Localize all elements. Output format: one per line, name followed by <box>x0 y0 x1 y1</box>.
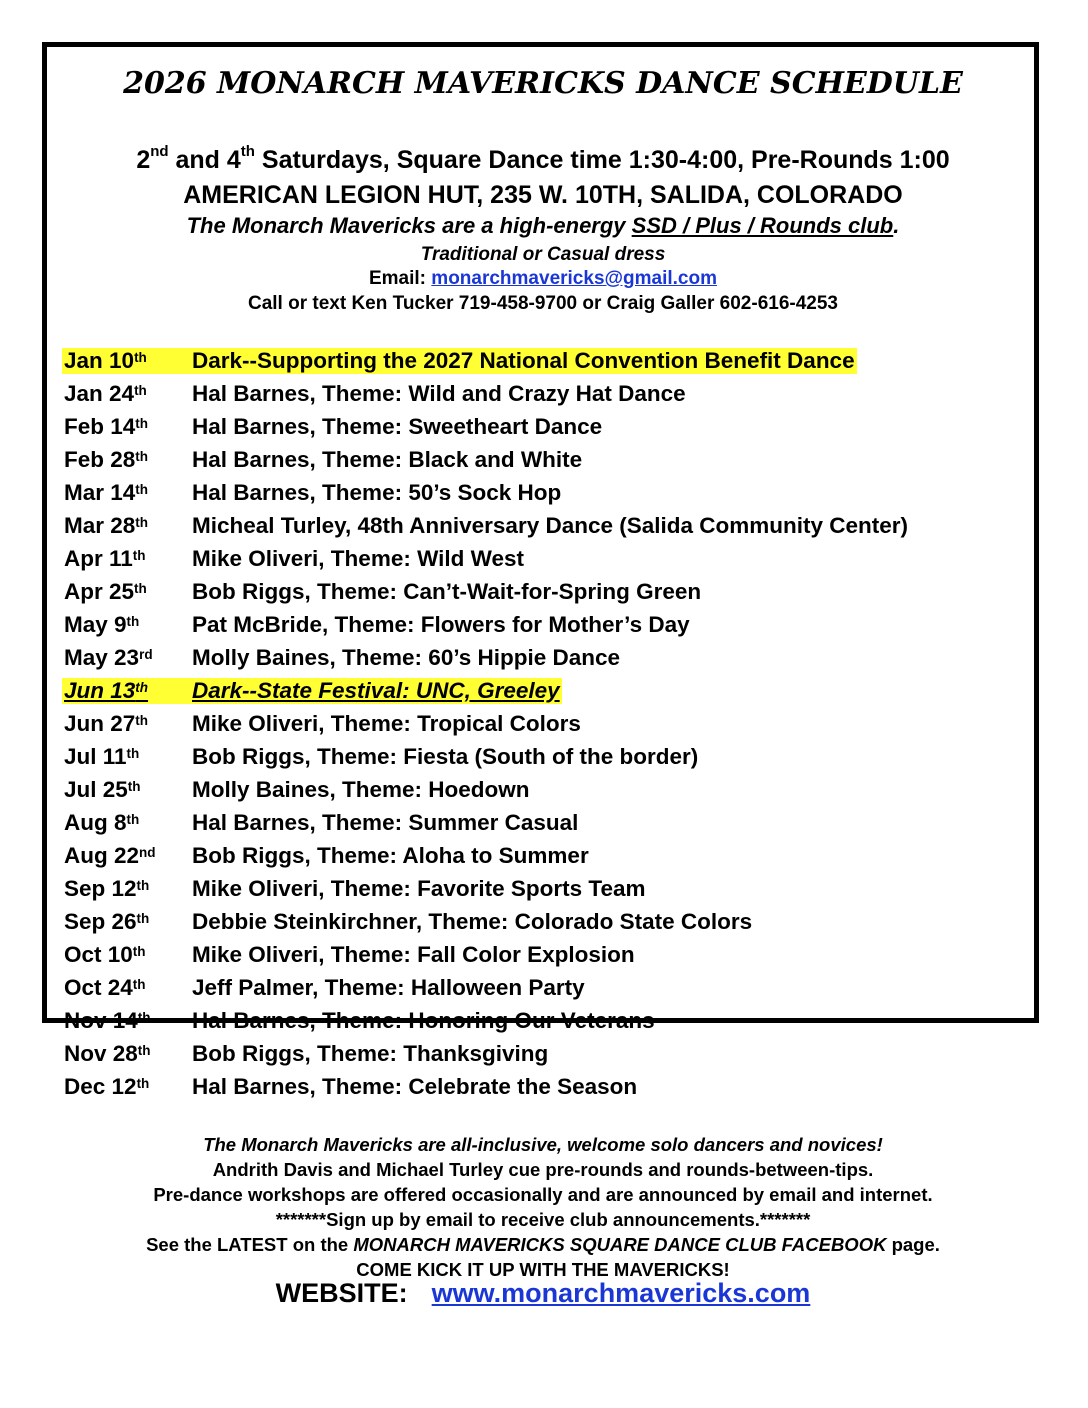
facebook-page-name: MONARCH MAVERICKS SQUARE DANCE CLUB FACEBOOK <box>353 1234 887 1255</box>
date-suffix: th <box>136 1076 150 1091</box>
date-text: Sep 26 <box>64 909 137 934</box>
footer-signup: *******Sign up by email to receive club announcements.******* <box>275 1209 811 1230</box>
date-suffix: th <box>137 1043 151 1058</box>
date-text: Feb 14 <box>64 414 136 439</box>
footer-facebook <box>42 1234 1044 1256</box>
schedule-event: Molly Baines, Theme: 60’s Hippie Dance <box>192 645 621 670</box>
schedule-event: Hal Barnes, Theme: Honoring Our Veterans <box>192 1008 655 1033</box>
schedule-date <box>64 379 192 409</box>
schedule-event: Micheal Turley, 48th Anniversary Dance (Salida Community Center) <box>192 513 909 538</box>
date-suffix: th <box>127 779 141 794</box>
schedule-date <box>64 610 192 640</box>
date-suffix: th <box>135 416 149 431</box>
footer-cuers: Andrith Davis and Michael Turley cue pre-rounds and rounds-between-tips. <box>212 1159 874 1180</box>
date-text: Aug 8 <box>64 810 127 835</box>
schedule-date <box>64 577 192 607</box>
date-text: Jan 24 <box>64 381 135 406</box>
schedule-date <box>64 1006 192 1036</box>
date-text: Mar 28 <box>64 513 136 538</box>
date-suffix: th <box>134 350 147 365</box>
date-suffix: th <box>136 911 150 926</box>
footer-workshops: Pre-dance workshops are offered occasionally and are announced by email and internet. <box>153 1184 933 1205</box>
schedule-date <box>64 445 192 475</box>
date-suffix: th <box>136 878 150 893</box>
dress-code: Traditional or Casual dress <box>420 244 666 265</box>
schedule-date <box>64 709 192 739</box>
schedule-date <box>64 1039 192 1069</box>
times-ordinal-1-suffix: nd <box>150 143 169 160</box>
times-ordinal-2-suffix: th <box>240 143 255 160</box>
schedule-date <box>64 742 192 772</box>
date-text: Jan 10 <box>64 348 135 373</box>
club-type: SSD / Plus / Rounds club <box>631 213 894 238</box>
schedule-event: Jeff Palmer, Theme: Halloween Party <box>192 975 585 1000</box>
email-label: Email: <box>368 268 432 289</box>
schedule-date <box>64 841 192 871</box>
date-suffix: rd <box>139 647 153 662</box>
date-text: Dec 12 <box>64 1074 137 1099</box>
date-suffix: th <box>132 548 146 563</box>
schedule-date <box>64 643 192 673</box>
schedule-date <box>64 775 192 805</box>
schedule-event: Hal Barnes, Theme: Summer Casual <box>192 810 579 835</box>
schedule-date <box>64 973 192 1003</box>
date-suffix: th <box>134 581 147 596</box>
date-text: Nov 28 <box>64 1041 138 1066</box>
date-suffix: th <box>132 977 146 992</box>
schedule-event: Bob Riggs, Theme: Fiesta (South of the border) <box>192 744 699 769</box>
date-text: Jun 13 <box>64 678 136 703</box>
schedule-event: Hal Barnes, Theme: Black and White <box>192 447 583 472</box>
schedule-date <box>64 907 192 937</box>
schedule-event: Dark--State Festival: UNC, Greeley <box>192 678 560 703</box>
times-ordinal-2: 4 <box>226 146 241 174</box>
times-ordinal-1: 2 <box>136 146 151 174</box>
date-text: Mar 14 <box>64 480 136 505</box>
date-suffix: th <box>135 515 149 530</box>
date-suffix: th <box>132 944 146 959</box>
club-description <box>42 213 1044 239</box>
schedule-event: Bob Riggs, Theme: Thanksgiving <box>192 1041 549 1066</box>
schedule-event: Mike Oliveri, Theme: Tropical Colors <box>192 711 581 736</box>
contact-line: Call or text Ken Tucker 719-458-9700 or Craig Galler 602-616-4253 <box>247 293 838 314</box>
schedule-date <box>64 544 192 574</box>
date-text: May 9 <box>64 612 127 637</box>
date-text: Oct 24 <box>64 975 133 1000</box>
schedule-times <box>42 143 1044 175</box>
schedule-date <box>64 1072 192 1102</box>
schedule-event: Molly Baines, Theme: Hoedown <box>192 777 530 802</box>
schedule-date <box>64 412 192 442</box>
facebook-post: page. <box>886 1234 940 1255</box>
schedule-event: Mike Oliveri, Theme: Favorite Sports Team <box>192 876 646 901</box>
email-link[interactable]: monarchmavericks@gmail.com <box>431 268 718 289</box>
date-suffix: th <box>126 812 140 827</box>
date-suffix: th <box>126 746 140 761</box>
date-suffix: th <box>135 449 149 464</box>
date-text: Jun 27 <box>64 711 136 736</box>
date-suffix: th <box>126 614 140 629</box>
date-text: Aug 22 <box>64 843 140 868</box>
schedule-event: Hal Barnes, Theme: Wild and Crazy Hat Dance <box>192 381 686 406</box>
facebook-pre: See the LATEST on the <box>146 1234 354 1255</box>
schedule-event: Bob Riggs, Theme: Can’t-Wait-for-Spring Green <box>192 579 702 604</box>
website-line <box>42 1278 1044 1309</box>
schedule-date <box>64 808 192 838</box>
schedule-date <box>64 940 192 970</box>
schedule-date <box>64 346 192 376</box>
times-details: Saturdays, Square Dance time 1:30-4:00, Pre-Rounds 1:00 <box>254 146 950 174</box>
schedule-event: Pat McBride, Theme: Flowers for Mother’s Day <box>192 612 690 637</box>
date-text: Jul 25 <box>64 777 128 802</box>
date-text: Jul 11 <box>64 744 127 769</box>
schedule-event: Mike Oliveri, Theme: Fall Color Explosion <box>192 942 635 967</box>
date-suffix: th <box>135 680 149 695</box>
date-text: Sep 12 <box>64 876 137 901</box>
date-suffix: th <box>137 1010 151 1025</box>
date-text: Apr 25 <box>64 579 135 604</box>
page-title: 2026 MONARCH MAVERICKS DANCE SCHEDULE <box>123 66 963 101</box>
schedule-event: Hal Barnes, Theme: Sweetheart Dance <box>192 414 603 439</box>
schedule-event: Dark--Supporting the 2027 National Convention Benefit Dance <box>192 348 855 373</box>
schedule-event: Hal Barnes, Theme: Celebrate the Season <box>192 1074 638 1099</box>
schedule-event: Hal Barnes, Theme: 50’s Sock Hop <box>192 480 562 505</box>
date-suffix: th <box>135 482 149 497</box>
club-description-text: The Monarch Mavericks are a high-energy <box>186 213 632 238</box>
date-text: Oct 10 <box>64 942 133 967</box>
date-suffix: th <box>135 713 149 728</box>
website-label: WEBSITE: <box>275 1278 408 1308</box>
email-line <box>42 268 1044 290</box>
times-and: and <box>168 146 227 174</box>
schedule-event: Mike Oliveri, Theme: Wild West <box>192 546 524 571</box>
venue-address: AMERICAN LEGION HUT, 235 W. 10TH, SALIDA, COLORADO <box>183 181 903 209</box>
schedule-event: Debbie Steinkirchner, Theme: Colorado State Colors <box>192 909 753 934</box>
website-link[interactable]: www.monarchmavericks.com <box>431 1278 811 1308</box>
date-suffix: nd <box>139 845 156 860</box>
schedule-date <box>64 478 192 508</box>
date-text: Feb 28 <box>64 447 136 472</box>
club-description-end: . <box>893 213 900 238</box>
footer-slogan: COME KICK IT UP WITH THE MAVERICKS! <box>356 1259 730 1280</box>
schedule-date <box>64 511 192 541</box>
date-text: Nov 14 <box>64 1008 138 1033</box>
date-text: May 23 <box>64 645 140 670</box>
footer-inclusive: The Monarch Mavericks are all-inclusive, welcome solo dancers and novices! <box>203 1134 883 1155</box>
schedule-date <box>64 676 192 706</box>
date-suffix: th <box>134 383 147 398</box>
schedule-date <box>64 874 192 904</box>
schedule-event: Bob Riggs, Theme: Aloha to Summer <box>192 843 589 868</box>
date-text: Apr 11 <box>64 546 133 571</box>
